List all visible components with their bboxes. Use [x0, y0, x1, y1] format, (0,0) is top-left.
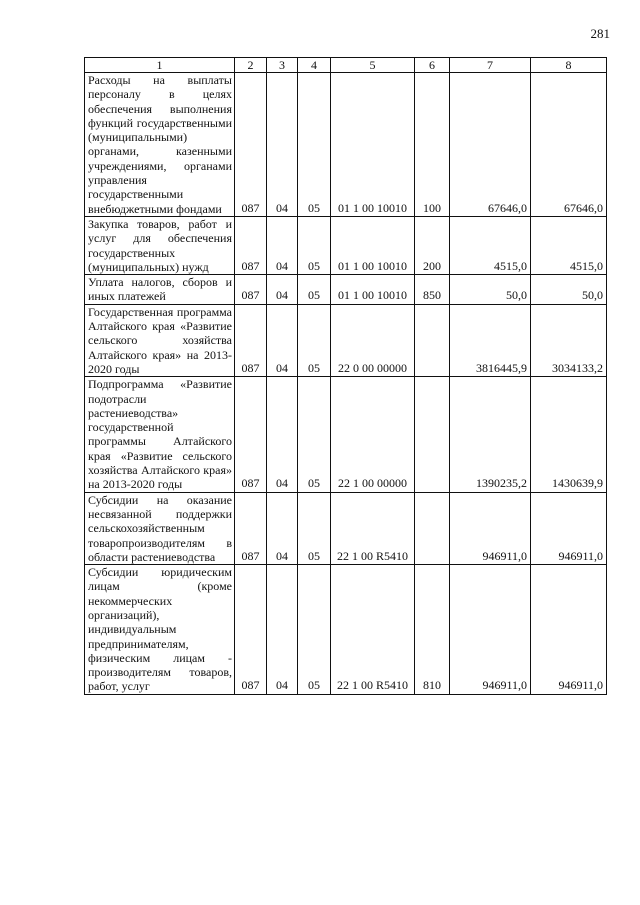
amount-year-2: 67646,0: [531, 73, 607, 217]
department-code: 087: [235, 304, 267, 376]
expense-type-code: [415, 377, 450, 492]
target-item-code: 22 1 00 R5410: [331, 492, 415, 564]
amount-year-2: 946911,0: [531, 492, 607, 564]
expense-type-code: 100: [415, 73, 450, 217]
subsection-code: 05: [298, 492, 331, 564]
column-header-3: 3: [267, 58, 298, 73]
subsection-code: 05: [298, 73, 331, 217]
expense-name: Государственная программа Алтайского края «Развитие сельского хозяйства Алтайского края» на 2013-2020 годы: [85, 304, 235, 376]
expense-name: Субсидии юридическим лицам (кроме некоммерческих организаций), индивидуальным предпринимателям, физическим лицам - производителям товаров, работ, услуг: [85, 565, 235, 695]
department-code: 087: [235, 216, 267, 274]
amount-year-2: 946911,0: [531, 565, 607, 695]
table-row: [85, 275, 607, 305]
section-code: 04: [267, 73, 298, 217]
table-row: [85, 377, 607, 492]
column-header-1: 1: [85, 58, 235, 73]
column-header-7: 7: [450, 58, 531, 73]
column-header-8: 8: [531, 58, 607, 73]
target-item-code: 01 1 00 10010: [331, 216, 415, 274]
subsection-code: 05: [298, 377, 331, 492]
section-code: 04: [267, 275, 298, 305]
column-header-2: 2: [235, 58, 267, 73]
column-header-6: 6: [415, 58, 450, 73]
column-header-5: 5: [331, 58, 415, 73]
expense-name: Уплата налогов, сборов и иных платежей: [85, 275, 235, 305]
department-code: 087: [235, 377, 267, 492]
table-row: [85, 565, 607, 695]
amount-year-2: 4515,0: [531, 216, 607, 274]
expense-type-code: 810: [415, 565, 450, 695]
expense-name: Субсидии на оказание несвязанной поддержки сельскохозяйственным товаропроизводителям в области растениеводства: [85, 492, 235, 564]
amount-year-1: 4515,0: [450, 216, 531, 274]
expense-type-code: 200: [415, 216, 450, 274]
subsection-code: 05: [298, 216, 331, 274]
target-item-code: 22 1 00 R5410: [331, 565, 415, 695]
amount-year-1: 946911,0: [450, 565, 531, 695]
column-header-4: 4: [298, 58, 331, 73]
department-code: 087: [235, 492, 267, 564]
department-code: 087: [235, 275, 267, 305]
department-code: 087: [235, 565, 267, 695]
subsection-code: 05: [298, 565, 331, 695]
section-code: 04: [267, 492, 298, 564]
subsection-code: 05: [298, 304, 331, 376]
amount-year-1: 50,0: [450, 275, 531, 305]
table-row: [85, 492, 607, 564]
amount-year-1: 1390235,2: [450, 377, 531, 492]
section-code: 04: [267, 377, 298, 492]
header-row: [85, 58, 607, 73]
expense-name: Закупка товаров, работ и услуг для обеспечения государственных (муниципальных) нужд: [85, 216, 235, 274]
target-item-code: 22 0 00 00000: [331, 304, 415, 376]
section-code: 04: [267, 216, 298, 274]
amount-year-1: 946911,0: [450, 492, 531, 564]
amount-year-2: 3034133,2: [531, 304, 607, 376]
amount-year-1: 67646,0: [450, 73, 531, 217]
expense-type-code: 850: [415, 275, 450, 305]
subsection-code: 05: [298, 275, 331, 305]
expense-type-code: [415, 492, 450, 564]
table-row: [85, 304, 607, 376]
expense-type-code: [415, 304, 450, 376]
section-code: 04: [267, 565, 298, 695]
page-number: 281: [590, 26, 610, 41]
table-row: [85, 216, 607, 274]
target-item-code: 01 1 00 10010: [331, 73, 415, 217]
section-code: 04: [267, 304, 298, 376]
amount-year-2: 50,0: [531, 275, 607, 305]
target-item-code: 22 1 00 00000: [331, 377, 415, 492]
expense-name: Расходы на выплаты персоналу в целях обеспечения выполнения функций государственными (муниципальными) органами, казенными учреждениями, органами управления государственными внебюджетными фондами: [85, 73, 235, 217]
budget-table: [84, 57, 607, 695]
amount-year-2: 1430639,9: [531, 377, 607, 492]
expense-name: Подпрограмма «Развитие подотрасли растениеводства» государственной программы Алтайского края «Развитие сельского хозяйства Алтайского края» на 2013-2020 годы: [85, 377, 235, 492]
amount-year-1: 3816445,9: [450, 304, 531, 376]
target-item-code: 01 1 00 10010: [331, 275, 415, 305]
table-row: [85, 73, 607, 217]
department-code: 087: [235, 73, 267, 217]
